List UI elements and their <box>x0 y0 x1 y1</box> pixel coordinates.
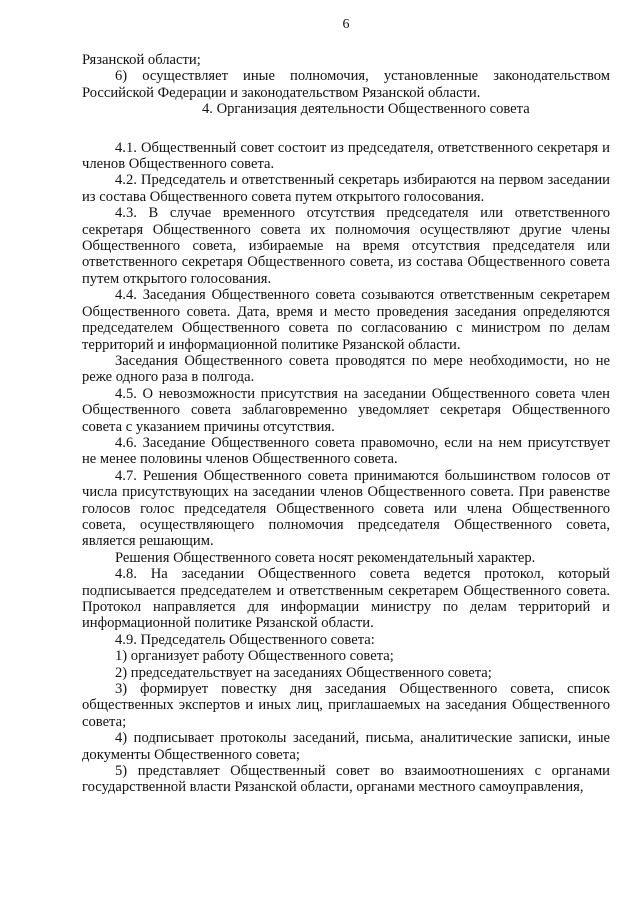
paragraph-item-6: 6) осуществляет иные полномочия, установленные законодательством Российской Федерации и законодательством Рязанской области. <box>82 68 610 101</box>
paragraph-4-1: 4.1. Общественный совет состоит из председателя, ответственного секретаря и членов Общественного совета. <box>82 139 610 173</box>
paragraph-4-5: 4.5. О невозможности присутствия на заседании Общественного совета член Общественного совета заблаговременно уведомляет секретаря Общественного совета с указанием причины отсутствия. <box>82 385 610 435</box>
list-item-5: 5) представляет Общественный совет во взаимоотношениях с органами государственной власти Рязанской области, органами местного самоуправления, <box>82 763 610 796</box>
list-item-1: 1) организует работу Общественного совета; <box>115 648 394 665</box>
list-item-3: 3) формирует повестку дня заседания Общественного совета, список общественных экспертов и иных лиц, приглашаемых на заседания Общественного совета; <box>82 681 610 730</box>
list-item-2: 2) председательствует на заседаниях Общественного совета; <box>115 664 492 681</box>
section-heading: 4. Организация деятельности Общественного совета <box>202 101 530 118</box>
paragraph-meetings-frequency: Заседания Общественного совета проводятся по мере необходимости, но не реже одного раза в полгода. <box>82 352 610 386</box>
paragraph-decisions-advisory: Решения Общественного совета носят рекомендательный характер. <box>115 549 536 566</box>
top-fragment: Рязанской области; <box>82 52 201 68</box>
document-page <box>82 0 610 905</box>
paragraph-4-7: 4.7. Решения Общественного совета принимаются большинством голосов от числа присутствующих на заседании членов Общественного совета. При равенстве голосов голос председателя Общественного совета или члена Общественного совета, осуществляющего полномочия председателя Общественного совета, является решающим. <box>82 467 610 550</box>
paragraph-4-9: 4.9. Председатель Общественного совета: <box>115 631 375 648</box>
paragraph-4-6: 4.6. Заседание Общественного совета правомочно, если на нем присутствует не менее половины членов Общественного совета. <box>82 434 610 468</box>
list-item-4: 4) подписывает протоколы заседаний, письма, аналитические записки, иные документы Общественного совета; <box>82 730 610 763</box>
document-body <box>82 52 610 796</box>
paragraph-4-8: 4.8. На заседании Общественного совета ведется протокол, который подписывается председателем и ответственным секретарем Общественного совета. Протокол направляется для информации министру по делам территорий и информационной политике Рязанской области. <box>82 566 610 632</box>
paragraph-4-2: 4.2. Председатель и ответственный секретарь избираются на первом заседании из состава Общественного совета путем открытого голосования. <box>82 172 610 205</box>
paragraph-4-3: 4.3. В случае временного отсутствия председателя или ответственного секретаря Общественного совета их полномочия осуществляют другие члены Общественного совета, избираемые на время отсутствия председателя или ответственного секретаря Общественного совета, из состава Общественного совета путем открытого голосования. <box>82 205 610 287</box>
page-number: 6 <box>342 17 350 32</box>
paragraph-4-4: 4.4. Заседания Общественного совета созываются ответственным секретарем Общественного совета. Дата, время и место проведения заседания определяются председателем Общественного совета по согласованию с министром по делам территорий и информационной политике Рязанской области. <box>82 287 610 353</box>
